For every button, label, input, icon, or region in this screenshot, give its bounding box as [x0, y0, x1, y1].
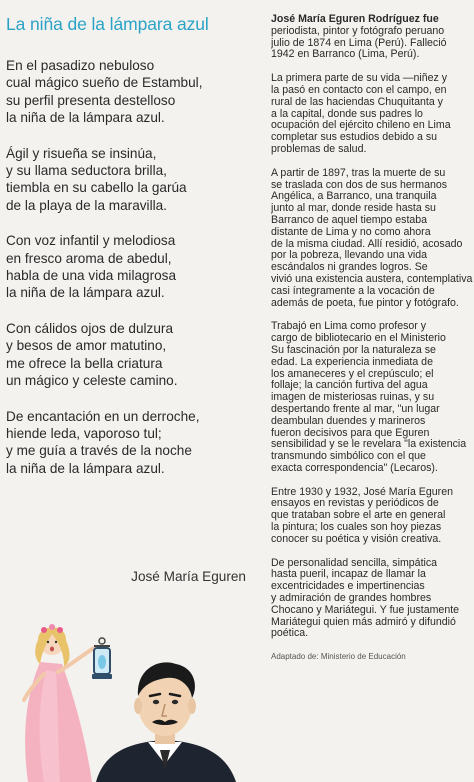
bio-line: conocer su poética y visión creativa. [271, 532, 442, 545]
poem-stanza [6, 57, 258, 127]
poem-line: Con voz infantil y melodiosa [6, 233, 176, 249]
poem-stanza [6, 408, 258, 478]
bio-paragraph [271, 168, 474, 310]
bio-line: los amaneceres y el crepúsculo; el [271, 367, 434, 380]
poem-line: y besos de amor matutino, [6, 338, 167, 354]
bio-line: De personalidad sencilla, simpática [271, 556, 438, 569]
biography-column [271, 14, 474, 782]
bio-line: edad. La experiencia inmediata de [271, 355, 433, 368]
bio-lead: José María Eguren Rodríguez fue [271, 14, 439, 25]
bio-line: se traslada con dos de sus hermanos [271, 178, 448, 191]
bio-line: rural de las haciendas Chuquitanta y [271, 95, 443, 108]
poem-line: Ágil y risueña se insinúa, [6, 145, 157, 161]
bio-line: Entre 1930 y 1932, José María Eguren [271, 485, 453, 498]
bio-line: periodista, pintor y fotógrafo peruano [271, 24, 445, 37]
poem-line: me ofrece la bella criatura [6, 355, 163, 371]
bio-line: vivió una existencia austera, contemplativa [271, 272, 473, 285]
bio-paragraph [271, 558, 474, 641]
bio-line: escándalos ni grandes logros. Se [271, 261, 428, 274]
poem-line: y su llama seductora brilla, [6, 163, 167, 179]
poem-line: la niña de la lámpara azul. [6, 110, 165, 126]
bio-line: por la pobreza, llevando una vida [271, 249, 428, 262]
poem-line: En el pasadizo nebuloso [6, 58, 155, 73]
poem-title: La niña de la lámpara azul [6, 14, 209, 34]
bio-line: fueron decisivos para que Eguren [271, 426, 430, 439]
biography-text [271, 14, 474, 661]
bio-line: problemas de salud. [271, 142, 367, 155]
bio-paragraph [271, 73, 474, 156]
bio-line: Su fascinación por la naturaleza se [271, 343, 436, 356]
bio-line: 1942 en Barranco (Lima, Perú). [271, 48, 420, 61]
bio-line: ocupación del ejército chileno en Lima [271, 119, 451, 132]
poem-line: habla de una vida milagrosa [6, 268, 177, 284]
bio-line: exacta correspondencia" (Lecaros). [271, 461, 438, 474]
bio-line: que trataban sobre el arte en general [271, 509, 446, 522]
bio-line: Mariátegui quien más admiró y difundió [271, 615, 456, 628]
bio-line: despertando frente al mar, "un lugar [271, 402, 440, 415]
bio-line: La primera parte de su vida —niñez y [271, 72, 448, 85]
poem-line: cual mágico sueño de Estambul, [6, 75, 203, 91]
bio-line: transmundo simbólico con el que [271, 450, 426, 463]
bio-line: deambulan duendes y marineros [271, 414, 426, 427]
poem-column [6, 14, 258, 584]
bio-line: casi íntegramente a la vocación de [271, 284, 435, 297]
bio-line: sensibilidad y se le revelara "la existencia [271, 438, 467, 451]
poem-line: un mágico y celeste camino. [6, 373, 178, 389]
bio-line: la pasó en contacto con el campo, en [271, 83, 447, 96]
bio-paragraph [271, 321, 474, 474]
bio-paragraph [271, 487, 474, 546]
poem-line: en fresco aroma de abedul, [6, 250, 172, 266]
bio-line: excentricidades e impertinencias [271, 580, 425, 593]
poem-line: Con cálidos ojos de dulzura [6, 320, 174, 336]
bio-line: imagen de misteriosas ruinas, y su [271, 391, 435, 404]
bio-line: ensayos en revistas y periódicos de [271, 497, 439, 510]
bio-paragraph [271, 14, 474, 61]
poem-stanza [6, 145, 258, 215]
poem-line: la niña de la lámpara azul. [6, 285, 165, 301]
bio-line: cargo de bibliotecario en el Ministerio [271, 332, 446, 345]
source-footnote: Adaptado de: Ministerio de Educación [271, 652, 406, 662]
bio-line: Barranco de aquel tiempo estaba [271, 213, 428, 226]
bio-line: completar sus estudios debido a su [271, 131, 438, 144]
illustration [0, 592, 258, 782]
poem-line: hiende leda, vaporoso tul; [6, 425, 162, 441]
poem-line: la niña de la lámpara azul. [6, 460, 165, 476]
bio-line: la pintura; los cuales son hoy piezas [271, 521, 442, 534]
poem-stanza [6, 232, 258, 302]
bio-line: hasta pueril, incapaz de llamar la [271, 568, 426, 581]
bio-line: a la capital, donde sus padres lo [271, 107, 423, 120]
bio-line: Angélica, a Barranco, una tranquila [271, 190, 437, 203]
bio-line: poética. [271, 627, 309, 640]
bio-line: además de poeta, fue pintor y fotógrafo. [271, 296, 459, 309]
bio-line: A partir de 1897, tras la muerte de su [271, 166, 446, 179]
poem-line: De encantación en un derroche, [6, 408, 200, 424]
poem-line: su perfil presenta destelloso [6, 92, 176, 108]
poem-line: y me guía a través de la noche [6, 443, 192, 459]
poem-author: José María Eguren [131, 569, 246, 584]
bio-line: y admiración de grandes hombres [271, 592, 432, 605]
bio-line: Chocano y Mariátegui. Y fue justamente [271, 603, 460, 616]
bio-line: distante de Lima y no como ahora [271, 225, 431, 238]
bio-line: de la misma ciudad. Allí residió, acosado [271, 237, 463, 250]
bio-line: julio de 1874 en Lima (Perú). Falleció [271, 36, 447, 49]
poem-line: tiembla en su cabello la garúa [6, 180, 187, 196]
bio-line: follaje; la canción furtiva del agua [271, 379, 428, 392]
poem-line: de la playa de la maravilla. [6, 197, 167, 213]
poem-stanza [6, 320, 258, 390]
bio-line: junto al mar, donde reside hasta su [271, 202, 436, 215]
bio-line: Trabajó en Lima como profesor y [271, 320, 427, 333]
